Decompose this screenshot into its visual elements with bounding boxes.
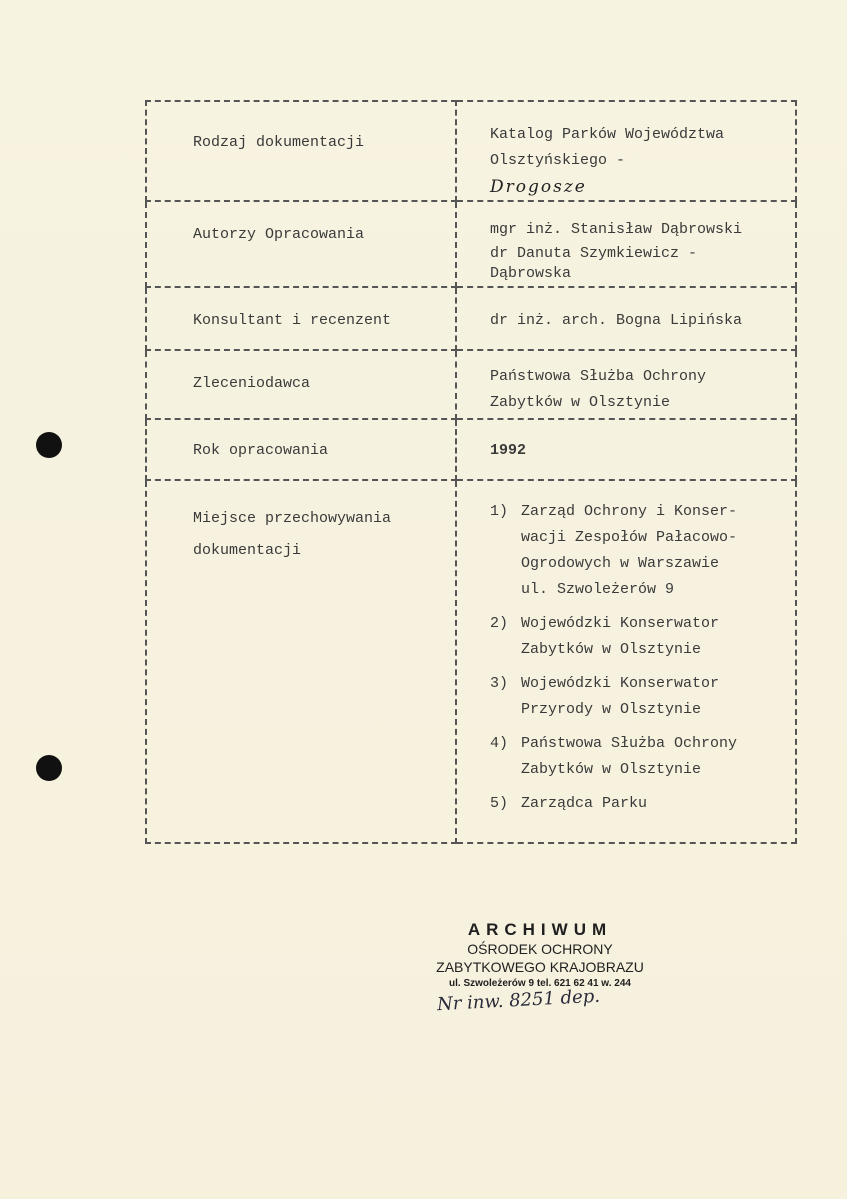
table-row: [146, 101, 796, 201]
list-item: 4) Państwowa Służba Ochrony Zabytków w Olsztynie: [490, 735, 738, 778]
row-label: Rok opracowania: [193, 442, 329, 459]
list-item: 2) Wojewódzki Konserwator Zabytków w Olsztynie: [490, 615, 720, 658]
row-value: Państwowa Służba Ochrony Zabytków w Olsztynie: [490, 368, 707, 411]
punch-hole: [36, 755, 62, 781]
documentation-table: [145, 100, 797, 844]
row-value: 1992: [490, 442, 527, 459]
row-label: Miejsce przechowywania dokumentacji: [193, 510, 392, 559]
inventory-signature: Nr inw. 8251 dep.: [436, 985, 601, 1016]
handwritten-name: Drogosze: [490, 177, 587, 197]
table-row: [146, 201, 796, 287]
row-label: Rodzaj dokumentacji: [193, 134, 365, 151]
table-row: [146, 419, 796, 480]
list-item: 3) Wojewódzki Konserwator Przyrody w Olsztynie: [490, 675, 720, 718]
table-row: [146, 350, 796, 419]
table-row: [146, 287, 796, 350]
row-label: Konsultant i recenzent: [193, 312, 392, 329]
row-value: Katalog Parków Województwa Olsztyńskiego - Drogosze: [490, 122, 789, 200]
punch-hole: [36, 432, 62, 458]
row-label: Zleceniodawca: [193, 375, 311, 392]
row-label: Autorzy Opracowania: [193, 226, 365, 243]
row-value: mgr inż. Stanisław Dąbrowski dr Danuta Szymkiewicz - Dąbrowska: [490, 221, 743, 282]
list-item: 1) Zarząd Ochrony i Konser- wacji Zespołów Pałacowo- Ogrodowych w Warszawie ul. Szwoleżerów 9: [490, 503, 738, 598]
storage-places-list: [490, 499, 789, 817]
table-row: [146, 480, 796, 843]
archive-stamp: ARCHIWUM OŚRODEK OCHRONY ZABYTKOWEGO KRAJOBRAZU ul. Szwoleżerów 9 tel. 621 62 41 w. 244: [436, 920, 644, 989]
row-value: dr inż. arch. Bogna Lipińska: [490, 312, 743, 329]
list-item: 5) Zarządca Parku: [490, 795, 648, 812]
